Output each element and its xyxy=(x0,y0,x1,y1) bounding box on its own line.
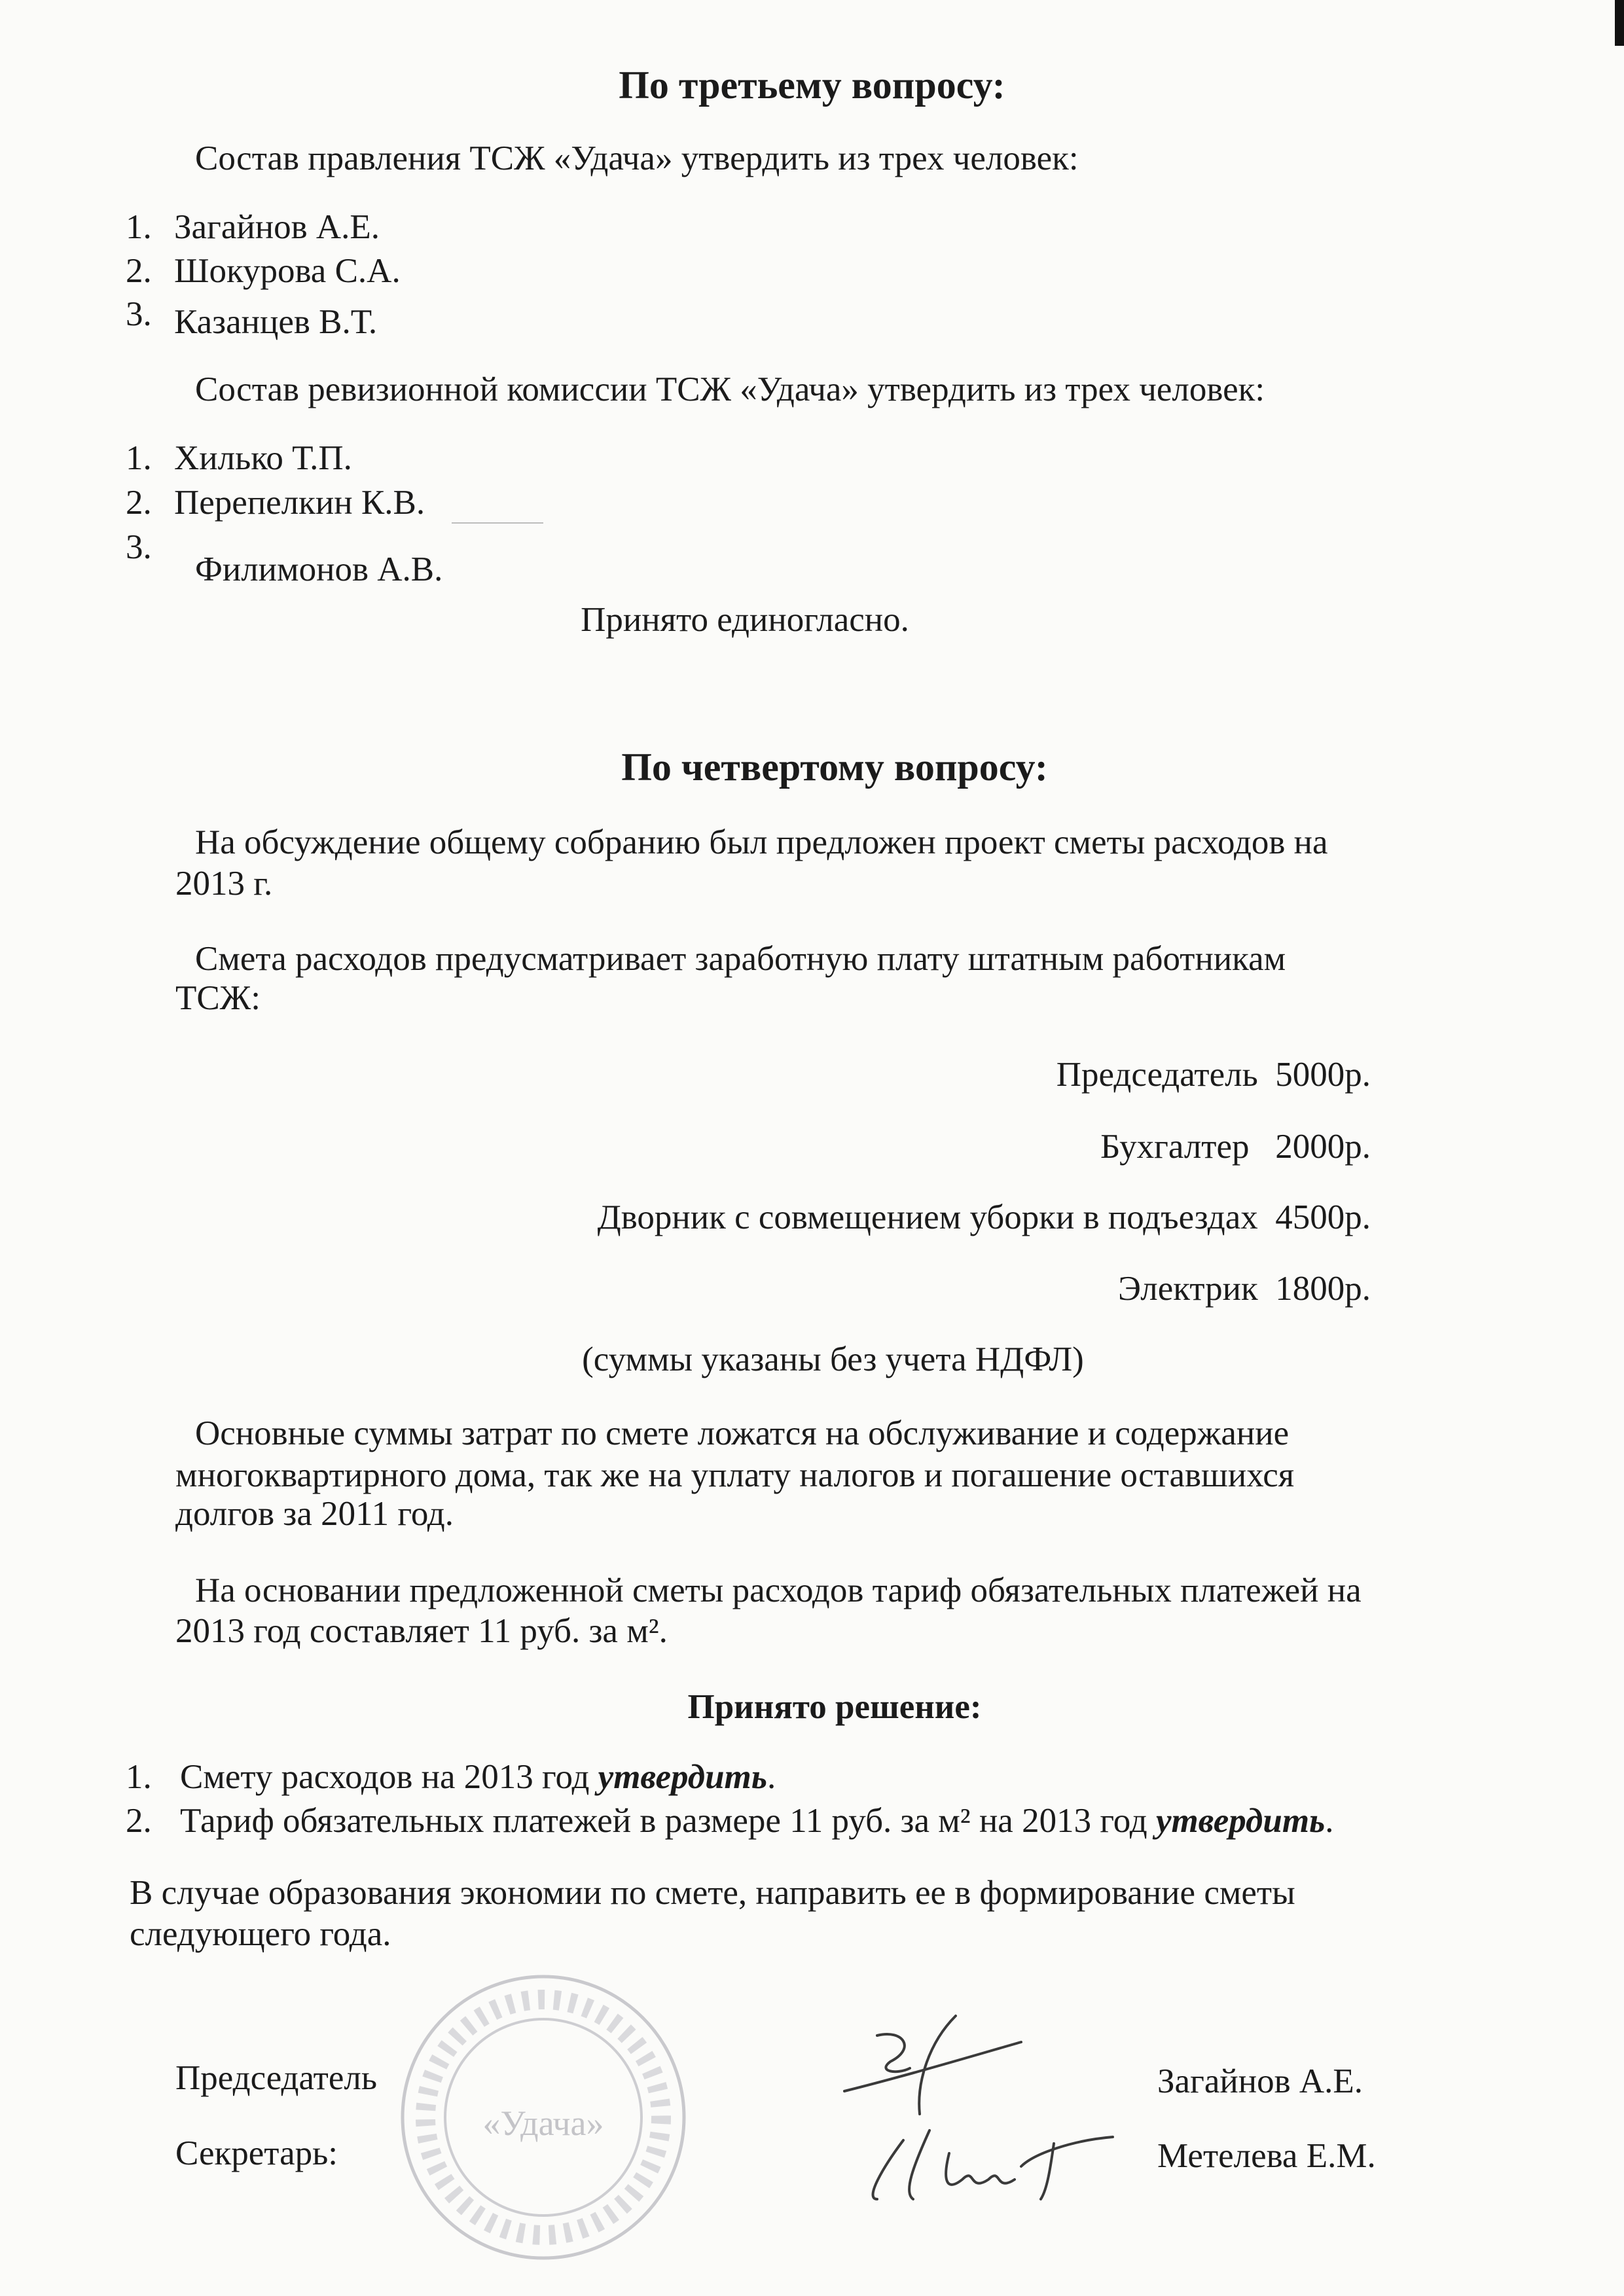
salary-row xyxy=(1100,1126,1371,1168)
decision-text: Смету расходов на 2013 год xyxy=(180,1758,598,1796)
salary-role: Дворник с совмещением уборки в подъездах xyxy=(597,1198,1258,1236)
paragraph-line: 2013 год составляет 11 руб. за м². xyxy=(175,1612,668,1650)
board-member: Загайнов А.Е. xyxy=(174,208,380,246)
list-number: 2. xyxy=(126,484,152,522)
underline-stroke xyxy=(452,522,543,524)
paragraph-line: многоквартирного дома, так же на уплату налогов и погашение оставшихся xyxy=(175,1456,1295,1494)
list-number: 2. xyxy=(126,1802,152,1840)
salary-amount: 1800р. xyxy=(1275,1270,1371,1308)
q3-result: Принято единогласно. xyxy=(581,601,909,639)
secretary-label: Секретарь: xyxy=(175,2134,338,2172)
audit-intro: Состав ревизионной комиссии ТСЖ «Удача» утвердить из трех человек: xyxy=(195,370,1265,408)
decision-emphasis: утвердить xyxy=(1155,1802,1326,1840)
board-member: Шокурова С.А. xyxy=(174,252,401,290)
board-member: Казанцев В.Т. xyxy=(174,303,378,341)
chair-label: Председатель xyxy=(175,2059,377,2097)
decision-emphasis: утвердить xyxy=(598,1758,767,1796)
paragraph-line: В случае образования экономии по смете, направить ее в формирование сметы xyxy=(130,1874,1295,1912)
paragraph-line: Смета расходов предусматривает заработную плату штатным работникам xyxy=(195,940,1286,978)
secretary-name: Метелева Е.М. xyxy=(1157,2137,1376,2175)
scan-edge-mark xyxy=(1615,0,1624,46)
paragraph-line: ТСЖ: xyxy=(175,979,261,1017)
salary-amount: 5000р. xyxy=(1275,1056,1371,1094)
list-number: 1. xyxy=(126,1758,152,1796)
stamp-center-text: «Удача» xyxy=(482,2104,604,2143)
audit-member: Филимонов А.В. xyxy=(195,550,443,588)
organization-stamp xyxy=(393,1964,694,2271)
decision-end: . xyxy=(1325,1802,1334,1840)
list-number: 1. xyxy=(126,439,152,477)
q3-heading: По третьему вопросу: xyxy=(619,63,1005,107)
salary-row xyxy=(1056,1054,1371,1096)
salary-row xyxy=(1118,1268,1371,1310)
decision-text: Тариф обязательных платежей в размере 11 руб. за м² на 2013 год xyxy=(180,1802,1156,1840)
tax-note: (суммы указаны без учета НДФЛ) xyxy=(582,1340,1084,1378)
chair-name: Загайнов А.Е. xyxy=(1157,2062,1363,2100)
board-intro: Состав правления ТСЖ «Удача» утвердить из трех человек: xyxy=(195,139,1079,177)
salary-amount: 4500р. xyxy=(1275,1198,1371,1236)
audit-member: Хилько Т.П. xyxy=(174,439,352,477)
salary-role: Председатель xyxy=(1056,1056,1258,1094)
decision-item xyxy=(180,1756,776,1798)
list-number: 2. xyxy=(126,252,152,290)
q4-heading: По четвертому вопросу: xyxy=(621,745,1048,789)
list-number: 3. xyxy=(126,528,152,566)
audit-member: Перепелкин К.В. xyxy=(174,484,425,522)
paragraph-line: 2013 г. xyxy=(175,865,273,903)
decision-heading: Принято решение: xyxy=(687,1688,982,1726)
salary-amount: 2000р. xyxy=(1275,1128,1371,1166)
paragraph-line: следующего года. xyxy=(130,1915,391,1953)
paragraph-line: На обсуждение общему собранию был предложен проект сметы расходов на xyxy=(195,823,1328,861)
salary-role: Электрик xyxy=(1118,1270,1258,1308)
salary-role: Бухгалтер xyxy=(1100,1128,1250,1166)
decision-end: . xyxy=(767,1758,776,1796)
paragraph-line: долгов за 2011 год. xyxy=(175,1495,454,1533)
salary-row xyxy=(598,1196,1371,1238)
list-number: 1. xyxy=(126,208,152,246)
list-number: 3. xyxy=(126,295,152,333)
paragraph-line: На основании предложенной сметы расходов тариф обязательных платежей на xyxy=(195,1571,1362,1609)
decision-item xyxy=(180,1800,1334,1842)
signature-marks xyxy=(805,2003,1146,2219)
paragraph-line: Основные суммы затрат по смете ложатся на обслуживание и содержание xyxy=(195,1414,1290,1452)
